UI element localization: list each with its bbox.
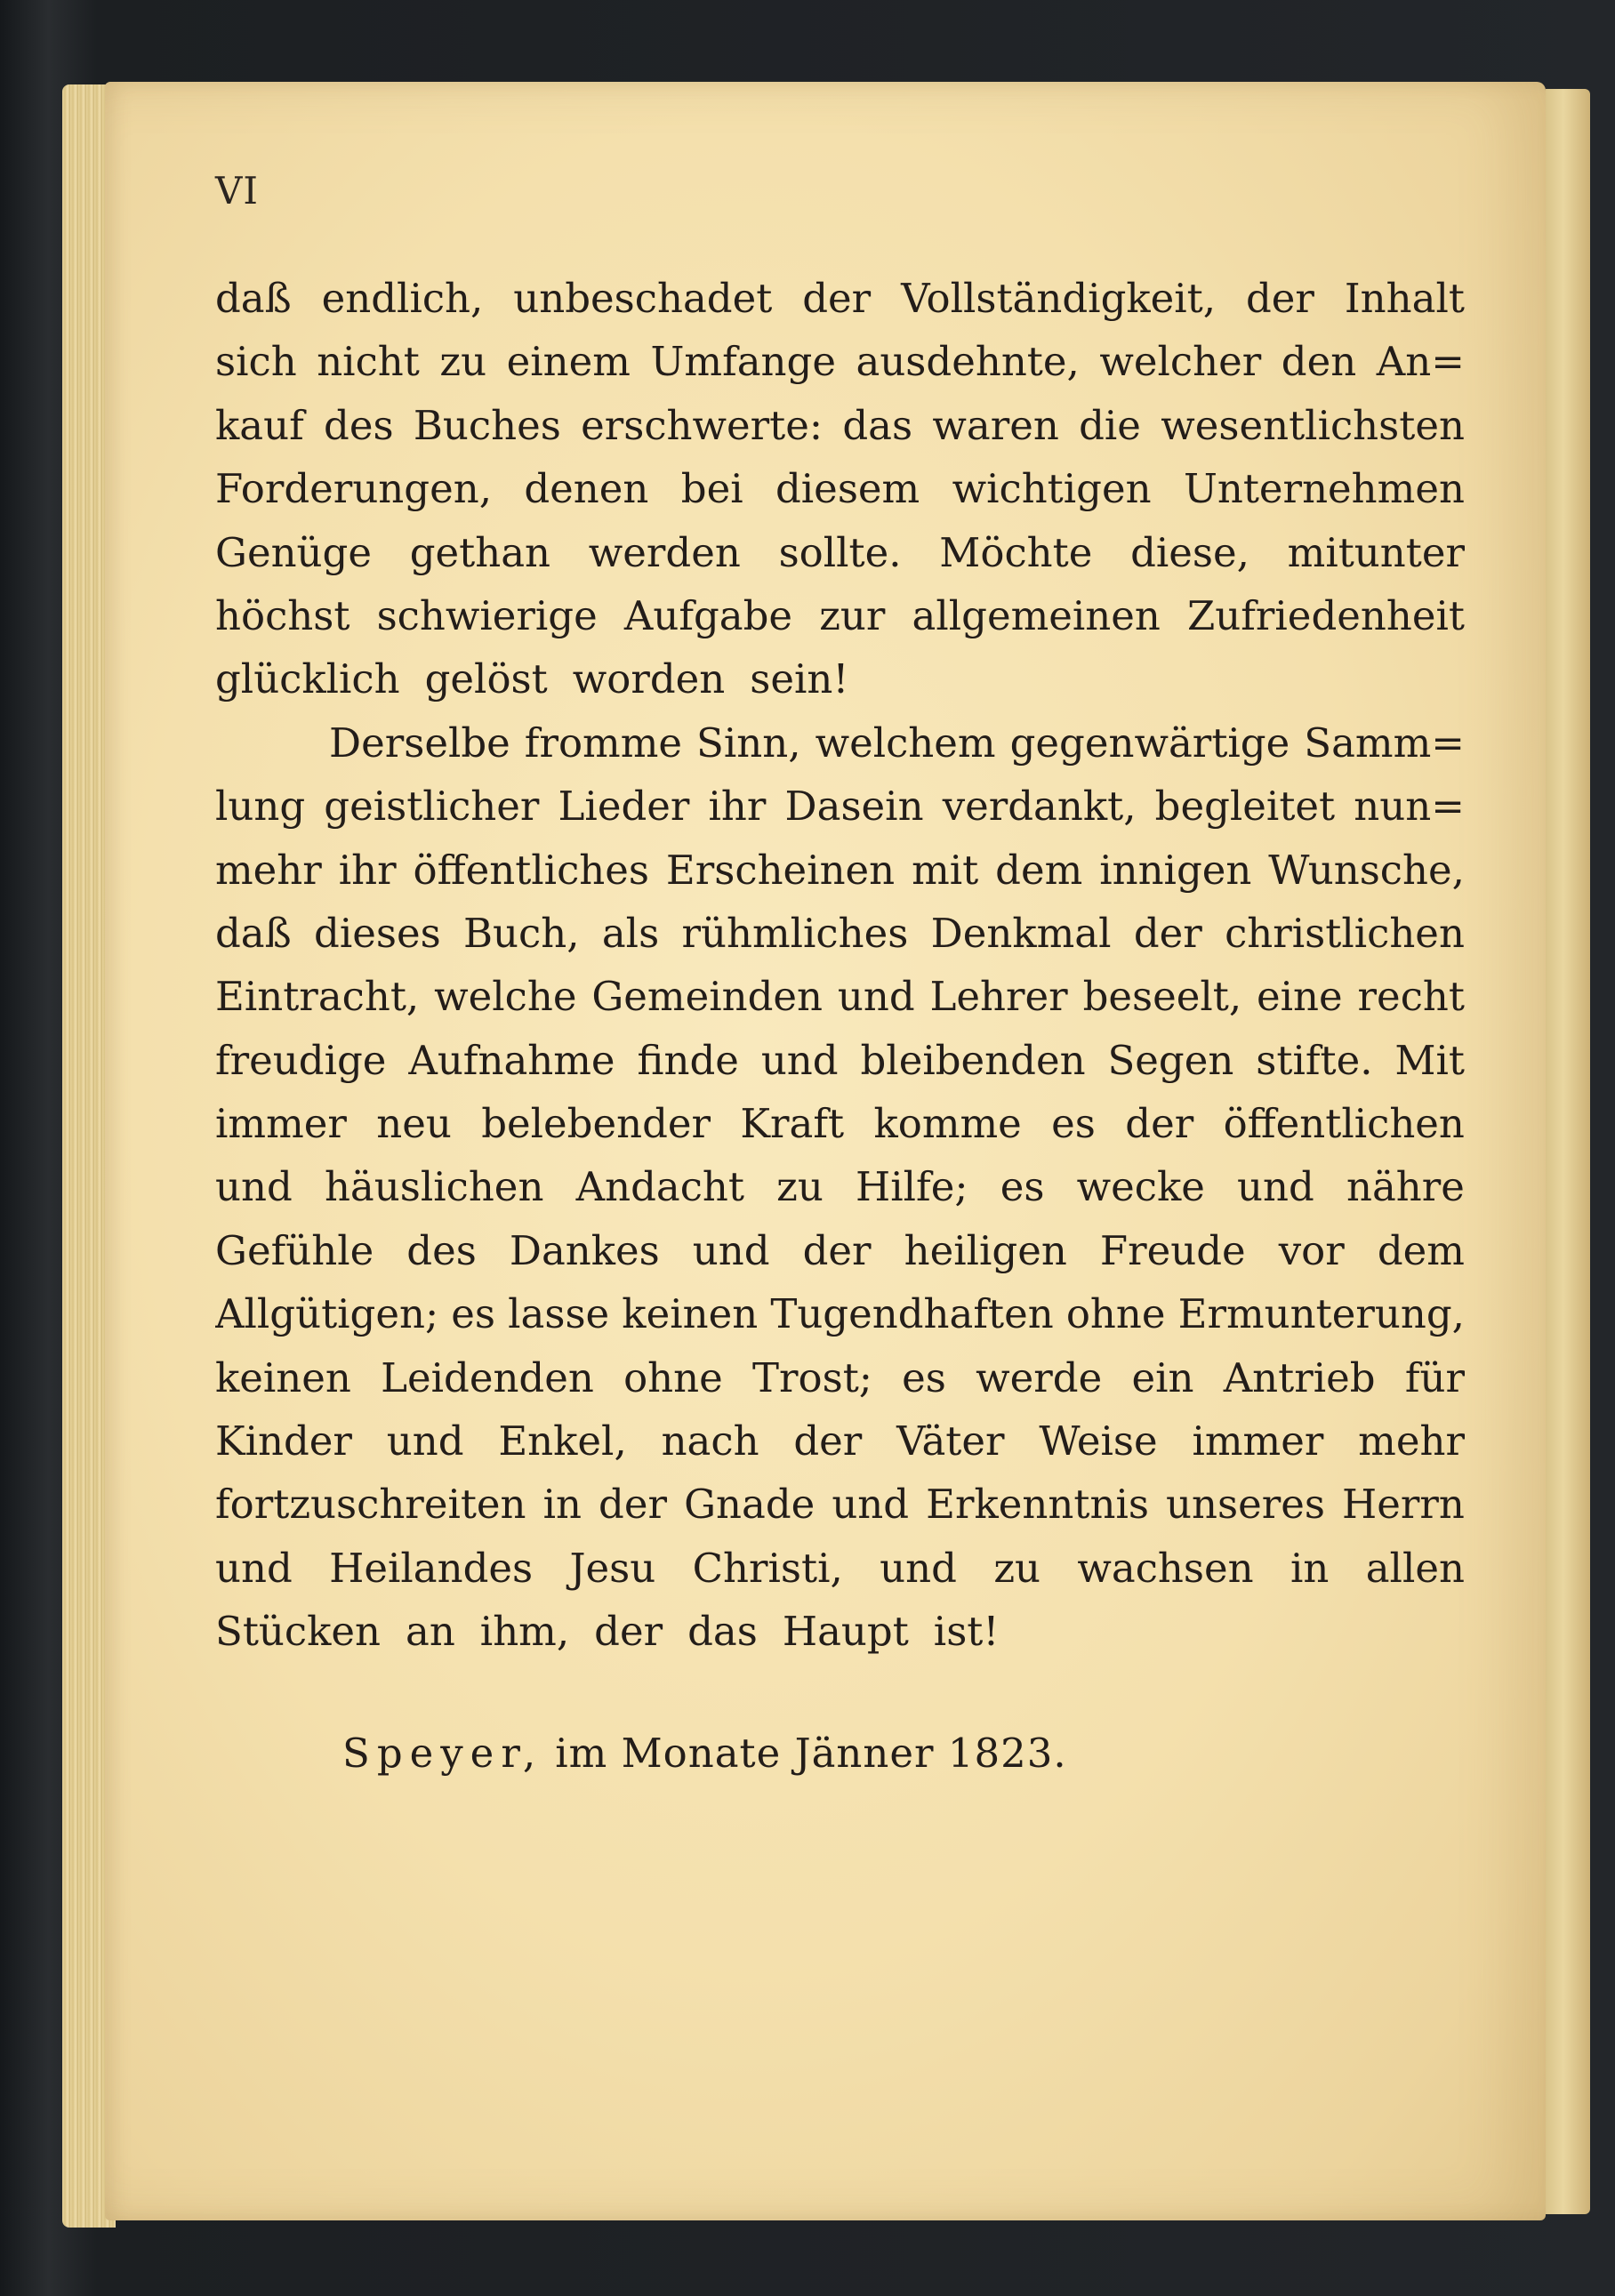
signature-line — [342, 1730, 1067, 1777]
text-line: Forderungen, denen bei diesem wichtigen Unternehmen — [215, 465, 1465, 513]
text-line: Derselbe fromme Sinn, welchem gegenwärtige Samm= — [329, 719, 1465, 767]
text-line: Kinder und Enkel, nach der Väter Weise immer mehr — [215, 1417, 1465, 1465]
body-text — [215, 267, 1465, 1664]
paragraph-1 — [215, 267, 1465, 711]
text-line: daß dieses Buch, als rühmliches Denkmal der christlichen — [215, 909, 1465, 957]
text-line: immer neu belebender Kraft komme es der öffentlichen — [215, 1100, 1465, 1148]
text-line: Genüge gethan werden sollte. Möchte diese, mitunter — [215, 528, 1465, 576]
signature-date: im Monate Jänner 1823. — [555, 1730, 1067, 1777]
text-line: sich nicht zu einem Umfange ausdehnte, welcher den An= — [215, 338, 1465, 386]
text-line: Allgütigen; es lasse keinen Tugendhaften ohne Ermunterung, — [215, 1290, 1465, 1338]
text-line: fortzuschreiten in der Gnade und Erkenntnis unseres Herrn — [215, 1481, 1465, 1529]
text-line: und häuslichen Andacht zu Hilfe; es wecke und nähre — [215, 1163, 1465, 1211]
text-line: mehr ihr öffentliches Erscheinen mit dem innigen Wunsche, — [215, 846, 1465, 894]
text-line: und Heilandes Jesu Christi, und zu wachsen in allen — [215, 1544, 1465, 1592]
text-line: Eintracht, welche Gemeinden und Lehrer beseelt, eine recht — [215, 973, 1465, 1021]
paragraph-2 — [215, 711, 1465, 1664]
text-line: freudige Aufnahme finde und bleibenden Segen stifte. Mit — [215, 1036, 1465, 1084]
text-line: glücklich gelöst worden sein! — [215, 655, 849, 703]
text-line: kauf des Buches erschwerte: das waren die wesentlichsten — [215, 401, 1465, 449]
text-line: keinen Leidenden ohne Trost; es werde ein Antrieb für — [215, 1353, 1465, 1401]
text-line: Gefühle des Dankes und der heiligen Freude vor dem — [215, 1226, 1465, 1274]
text-line: daß endlich, unbeschadet der Vollständigkeit, der Inhalt — [215, 275, 1465, 322]
text-line: Stücken an ihm, der das Haupt ist! — [215, 1608, 1000, 1656]
signature-city: Speyer, — [342, 1730, 543, 1777]
page-number: VI — [215, 169, 259, 213]
facing-page-edge — [1546, 89, 1590, 2214]
text-line: höchst schwierige Aufgabe zur allgemeinen Zufriedenheit — [215, 591, 1465, 639]
text-line: lung geistlicher Lieder ihr Dasein verdankt, begleitet nun= — [215, 783, 1465, 831]
